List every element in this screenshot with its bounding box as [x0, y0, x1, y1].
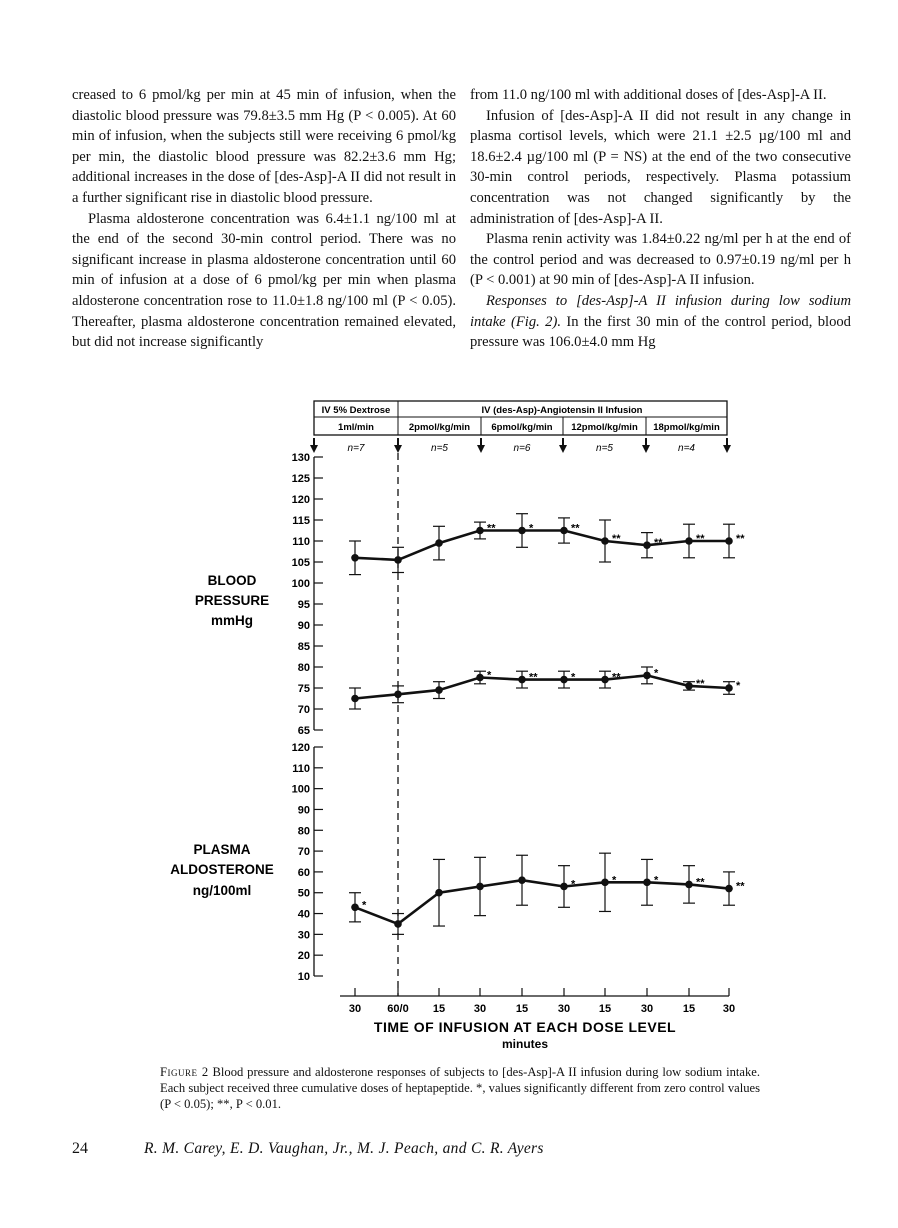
- bp-point: [601, 537, 609, 545]
- bp-y-tick-label: 75: [297, 683, 310, 695]
- bp-point: [435, 539, 443, 547]
- bp-point: [725, 537, 733, 545]
- aldo-significance-label: **: [736, 880, 745, 893]
- bp-y-tick-label: 120: [291, 494, 310, 506]
- aldo-point: [560, 883, 568, 891]
- header-dose-label: 2pmol/kg/min: [408, 422, 471, 433]
- bp-significance-label: **: [487, 522, 496, 535]
- x-tick-label: 60/0: [387, 1003, 409, 1015]
- running-footer-authors: R. M. Carey, E. D. Vaughan, Jr., M. J. Peach, and C. R. Ayers: [144, 1140, 544, 1157]
- x-tick-label: 30: [640, 1003, 654, 1015]
- bp-y-tick-label: 100: [291, 578, 310, 590]
- bp-point: [643, 672, 651, 680]
- x-tick-label: 15: [598, 1003, 612, 1015]
- paragraph: Infusion of [des-Asp]-A II did not result in any change in plasma cortisol levels, which were 21.1 ±2.5 µg/100 ml and 18.6±2.4 µg/100 ml (P = NS) at the end of the two consecutive 30-min control periods, respectively. Plasma potassium concentration was not changed significantly by the administration of [des-Asp]-A II.: [470, 107, 851, 227]
- caption-label: Figure 2: [160, 1065, 209, 1079]
- aldo-series-line: [355, 880, 729, 924]
- header-angiotensin-label: IV (des-Asp)-Angiotensin II Infusion: [481, 405, 643, 416]
- aldo-y-tick-label: 50: [297, 887, 310, 900]
- aldo-significance-label: **: [696, 876, 705, 889]
- left-text-column: [72, 85, 456, 353]
- bp-point: [643, 541, 651, 549]
- aldo-point: [476, 883, 484, 891]
- n-label: n=4: [678, 443, 695, 454]
- caption-text: Blood pressure and aldosterone responses of subjects to [des-Asp]-A II infusion during low sodium intake. Each subject received three cumulative doses of heptapeptide. *, values significantly different from zero control values (P < 0.05); **, P < 0.01.: [160, 1065, 760, 1111]
- dose-arrow-head: [642, 445, 650, 453]
- x-tick-label: 30: [557, 1003, 571, 1015]
- dose-arrow-head: [559, 445, 567, 453]
- aldo-y-tick-label: 70: [297, 846, 310, 859]
- bp-significance-label: *: [654, 667, 659, 680]
- right-text-column: [470, 85, 851, 353]
- bp-significance-label: *: [571, 671, 576, 684]
- header-dose-label: 6pmol/kg/min: [491, 422, 553, 433]
- bp-point: [394, 556, 402, 564]
- bp-point: [685, 682, 693, 690]
- aldo-point: [518, 876, 526, 884]
- header-dextrose-label: IV 5% Dextrose: [321, 405, 391, 416]
- bp-point: [394, 691, 402, 699]
- x-tick-label: 30: [348, 1003, 362, 1015]
- bp-y-tick-label: 110: [292, 536, 310, 548]
- n-label: n=5: [596, 443, 613, 454]
- bp-point: [560, 676, 568, 684]
- paragraph-heading: Responses to [des-Asp]-A II infusion during low sodium intake (Fig. 2).: [470, 292, 851, 330]
- bp-y-tick-label: 85: [297, 641, 310, 653]
- bp-significance-label: **: [696, 533, 705, 545]
- aldo-y-tick-label: 80: [297, 825, 310, 838]
- bp-significance-label: **: [571, 522, 580, 535]
- header-dose-label: 12pmol/kg/min: [571, 422, 638, 433]
- aldo-point: [351, 904, 359, 912]
- bp-y-tick-label: 130: [291, 452, 310, 464]
- bp-point: [476, 527, 484, 535]
- paragraph: creased to 6 pmol/kg per min at 45 min of infusion, when the diastolic blood pressure was 79.8±3.5 mm Hg (P < 0.005). At 60 min of infusion, when the subjects still were receiving 6 pmol/kg per min, the diastolic blood pressure was 82.2±3.6 mm Hg; additional increases in the dose of [des-Asp]-A II did not result in a further significant rise in diastolic blood pressure.: [72, 87, 456, 206]
- aldo-y-tick-label: 40: [297, 908, 310, 921]
- x-tick-label: 15: [682, 1003, 696, 1015]
- paragraph: Plasma aldosterone concentration was 6.4±1.1 ng/100 ml at the end of the second 30-min control period. There was no significant increase in plasma aldosterone concentration until 60 min of infusion at a dose of 6 pmol/kg per min when plasma aldosterone concentration rose to 11.0±1.8 ng/100 ml (P < 0.05). Thereafter, plasma aldosterone concentration remained elevated, but did not increase significantly: [72, 210, 456, 351]
- aldo-point: [685, 881, 693, 889]
- figure-2-chart: [0, 395, 898, 1065]
- bp-significance-label: **: [612, 533, 621, 545]
- bp-axis-title: BLOOD: [207, 573, 257, 588]
- infusion-header: [310, 401, 731, 454]
- bp-significance-label: **: [696, 677, 705, 690]
- aldo-point: [725, 885, 733, 893]
- bp-significance-label: *: [529, 522, 534, 535]
- bp-y-tick-label: 125: [291, 473, 310, 485]
- x-tick-label: 30: [722, 1003, 736, 1015]
- aldo-y-tick-label: 100: [291, 783, 310, 796]
- n-label: n=6: [513, 443, 531, 454]
- bp-y-tick-label: 90: [297, 620, 310, 632]
- bp-y-tick-label: 80: [297, 662, 310, 674]
- aldo-axis-title: ng/100ml: [192, 883, 252, 898]
- page-number: 24: [72, 1140, 88, 1157]
- bp-y-tick-label: 65: [297, 725, 310, 737]
- x-tick-label: 15: [515, 1003, 529, 1015]
- aldo-point: [643, 879, 651, 887]
- bp-significance-label: **: [612, 671, 621, 684]
- dose-arrow-head: [723, 445, 731, 453]
- aldo-y-tick-label: 20: [297, 950, 310, 963]
- bp-point: [685, 537, 693, 545]
- bp-point: [518, 527, 526, 535]
- x-axis-unit: minutes: [501, 1037, 549, 1051]
- bp-y-tick-label: 105: [291, 557, 310, 569]
- aldo-point: [601, 879, 609, 887]
- bp-significance-label: **: [529, 671, 538, 684]
- aldo-y-tick-label: 120: [291, 742, 310, 754]
- chart-marks: [349, 514, 745, 935]
- bp-y-tick-label: 70: [297, 704, 310, 716]
- aldo-significance-label: *: [362, 899, 367, 912]
- aldo-axis-title: PLASMA: [193, 842, 251, 857]
- paragraph-text: In the first 30 min of the control period, blood pressure was 106.0±4.0 mm Hg: [470, 313, 851, 351]
- aldo-y-tick-label: 110: [292, 762, 310, 775]
- bp-significance-label: **: [654, 537, 663, 550]
- header-dextrose-rate: 1ml/min: [338, 422, 374, 433]
- bp-point: [351, 554, 359, 562]
- aldo-significance-label: *: [571, 878, 576, 891]
- dose-arrow-head: [477, 445, 485, 453]
- n-label: n=5: [431, 443, 448, 454]
- bp-point: [601, 676, 609, 684]
- aldo-y-tick-label: 10: [297, 971, 310, 983]
- bp-y-tick-label: 95: [297, 599, 310, 611]
- x-axis-title: TIME OF INFUSION AT EACH DOSE LEVEL: [373, 1019, 677, 1035]
- dose-arrow-head: [394, 445, 402, 453]
- dose-arrow-head: [310, 445, 318, 453]
- bp-point: [518, 676, 526, 684]
- bp-point: [725, 684, 733, 692]
- bp-point: [560, 527, 568, 535]
- aldo-axis-title: ALDOSTERONE: [170, 862, 274, 877]
- bp-y-tick-label: 115: [292, 515, 310, 527]
- bp-series-line: [355, 531, 729, 560]
- bp-point: [351, 695, 359, 703]
- bp-significance-label: *: [736, 680, 741, 692]
- aldo-significance-label: *: [612, 874, 617, 887]
- paragraph: Plasma renin activity was 1.84±0.22 ng/ml per h at the end of the control period and was decreased to 0.97±0.19 ng/ml per h (P < 0.001) at 90 min of [des-Asp]-A II infusion.: [470, 231, 851, 289]
- bp-point: [435, 686, 443, 694]
- bp-series-line: [355, 675, 729, 698]
- chart-axes: [170, 452, 735, 1051]
- aldo-y-tick-label: 90: [297, 804, 310, 817]
- header-dose-label: 18pmol/kg/min: [653, 422, 720, 433]
- bp-point: [476, 674, 484, 682]
- paragraph: [470, 291, 851, 353]
- aldo-y-tick-label: 60: [297, 866, 310, 879]
- aldo-point: [435, 889, 443, 897]
- paragraph: from 11.0 ng/100 ml with additional doses of [des-Asp]-A II.: [470, 87, 827, 103]
- aldo-significance-label: *: [654, 874, 659, 887]
- n-label: n=7: [347, 443, 365, 454]
- aldo-point: [394, 920, 402, 928]
- x-tick-label: 15: [432, 1003, 446, 1015]
- bp-significance-label: **: [736, 533, 745, 545]
- bp-axis-title: PRESSURE: [194, 593, 270, 608]
- aldo-y-tick-label: 30: [297, 929, 310, 942]
- bp-significance-label: *: [487, 669, 492, 682]
- x-tick-label: 30: [473, 1003, 487, 1015]
- figure-caption: [160, 1064, 760, 1112]
- bp-axis-title: mmHg: [210, 613, 254, 628]
